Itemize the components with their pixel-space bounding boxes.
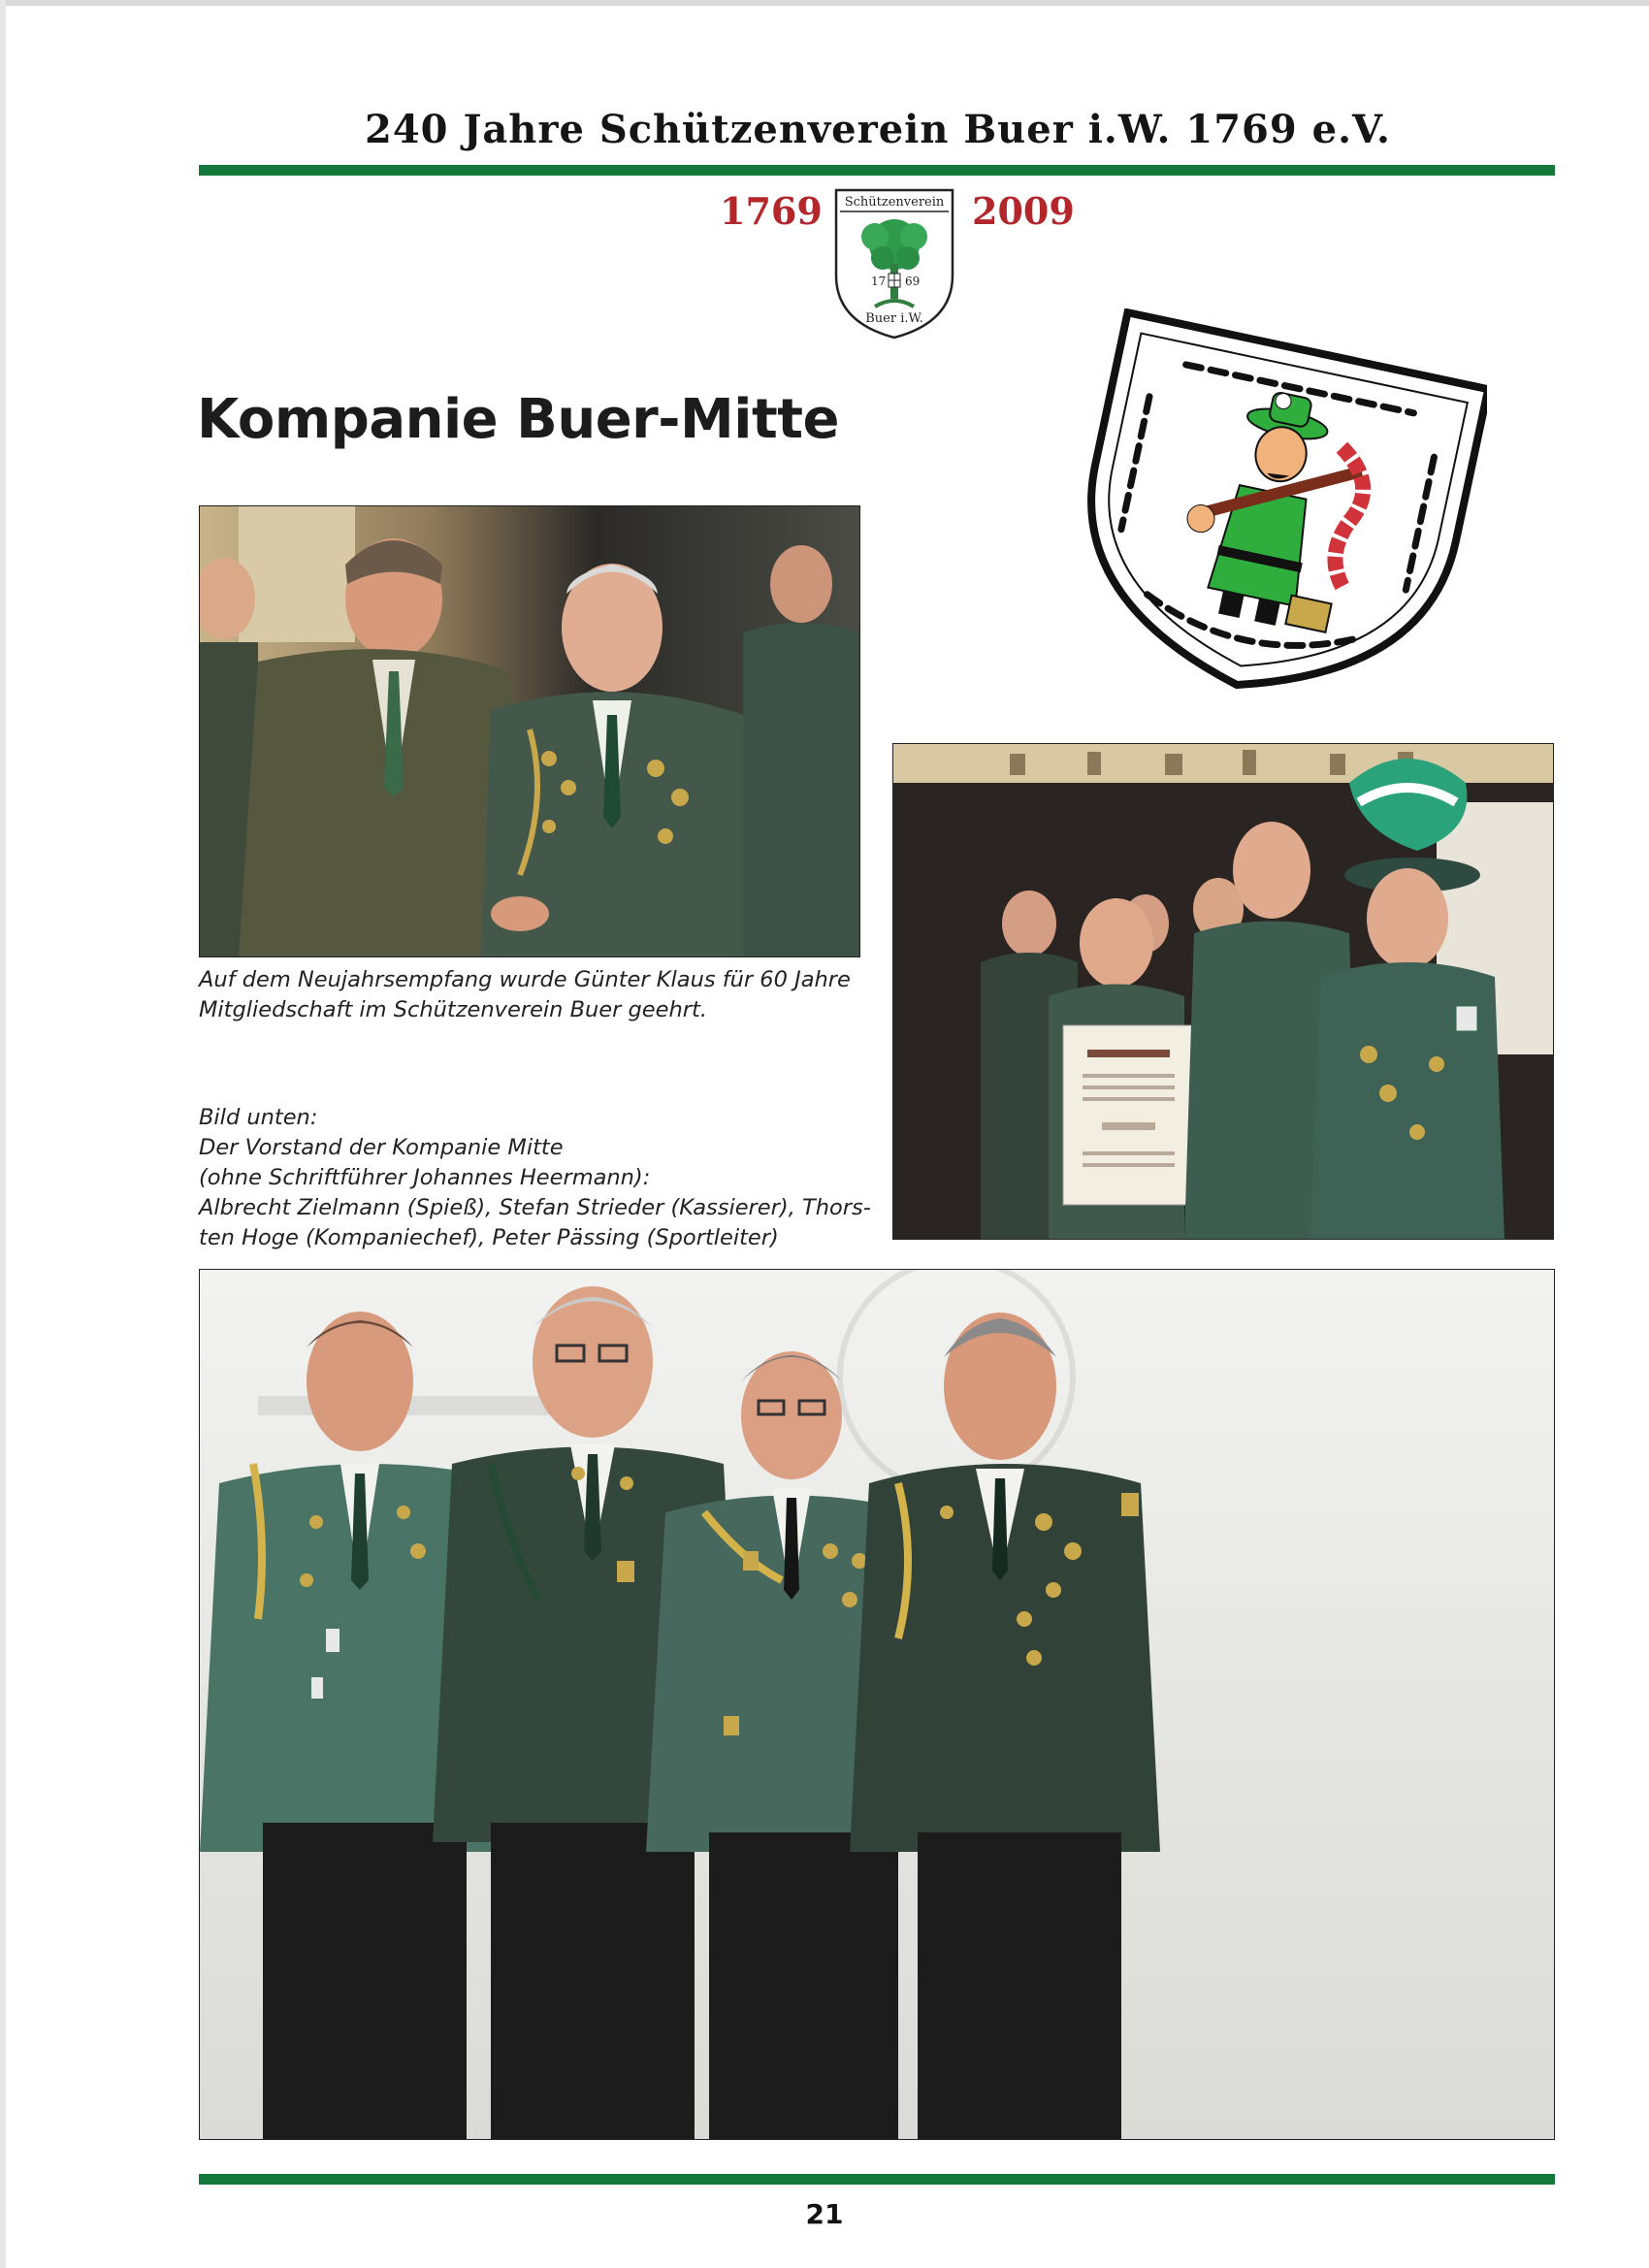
caption-line: Der Vorstand der Kompanie Mitte [199, 1135, 564, 1160]
company-badge [1060, 308, 1487, 716]
crest-digits-right: 69 [905, 275, 921, 288]
caption-line: Auf dem Neujahrsempfang wurde Günter Klaus für 60 Jahre [199, 967, 851, 992]
page-number: 21 [805, 2198, 844, 2230]
page-heading: Kompanie Buer-Mitte [197, 388, 839, 451]
photo-handshake [199, 505, 860, 957]
header-rule [199, 165, 1555, 176]
caption-board [199, 1103, 871, 1253]
scan-edge-left [0, 0, 6, 2268]
photo-board-group [199, 1269, 1555, 2140]
crest-digits-left: 17 [871, 275, 887, 288]
cross-shield-icon [889, 274, 900, 287]
certificate-document [1063, 1025, 1194, 1205]
caption-line: Mitgliedschaft im Schützenverein Buer geehrt. [199, 997, 707, 1022]
year-right: 2009 [972, 189, 1075, 233]
photo-certificate [892, 743, 1554, 1240]
year-left: 1769 [720, 189, 823, 233]
caption-line: Albrecht Zielmann (Spieß), Stefan Strieder (Kassierer), Thors- [199, 1195, 871, 1220]
caption-line: Bild unten: [199, 1105, 318, 1130]
scan-edge [0, 0, 1649, 6]
caption-line: ten Hoge (Kompaniechef), Peter Pässing (Sportleiter) [199, 1225, 779, 1250]
club-crest [832, 186, 956, 341]
crest-top-text: Schützenverein [844, 195, 945, 210]
header-title: 240 Jahre Schützenverein Buer i.W. 1769 e.V. [365, 107, 1391, 152]
caption-line: (ohne Schriftführer Johannes Heermann): [199, 1165, 651, 1190]
footer-rule [199, 2174, 1555, 2185]
caption-handshake [199, 965, 851, 1025]
crest-bottom-text: Buer i.W. [865, 311, 923, 326]
